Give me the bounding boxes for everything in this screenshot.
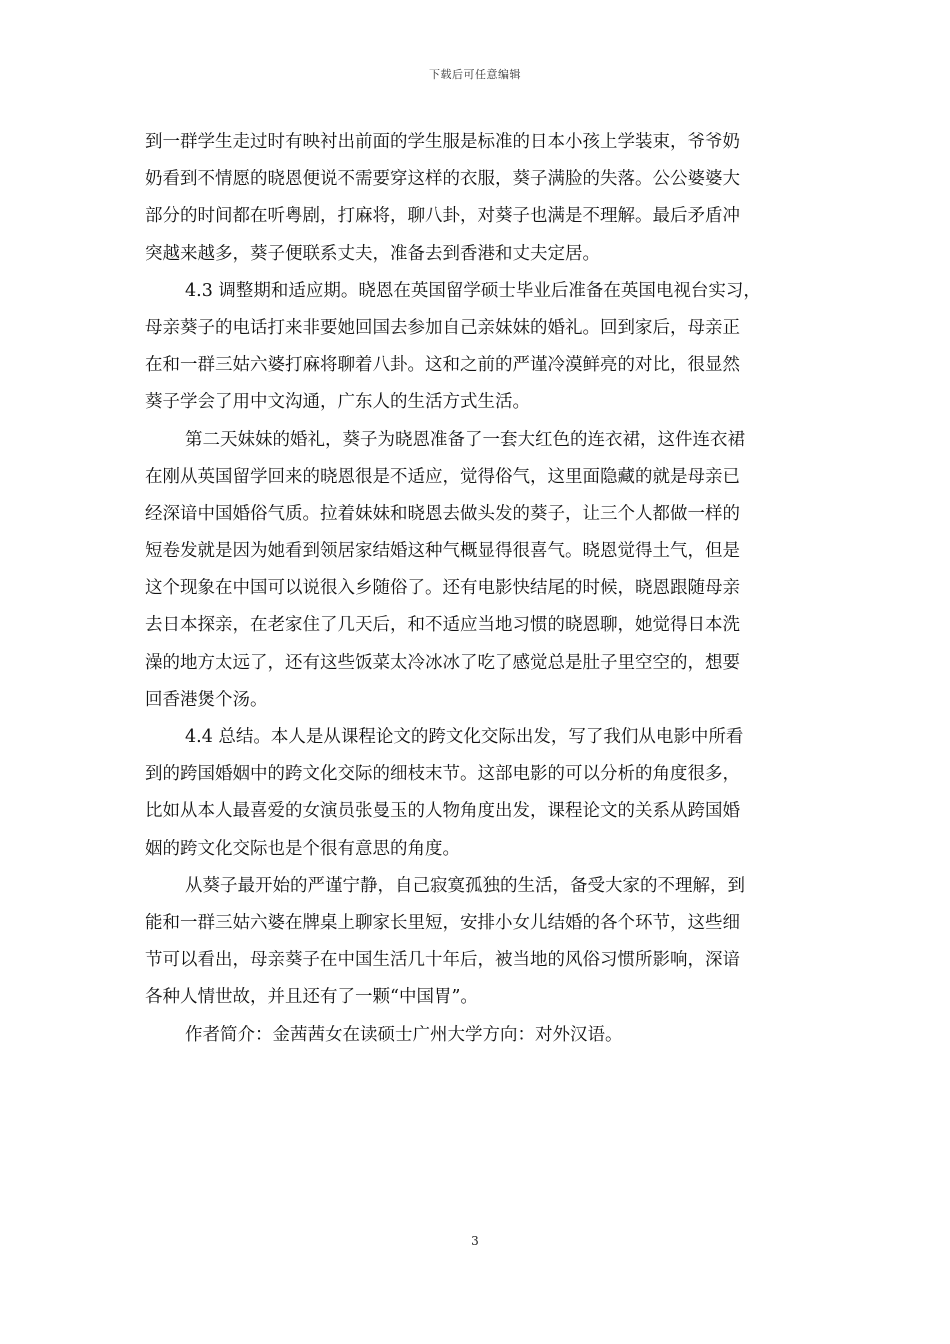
text-line: 这个现象在中国可以说很入乡随俗了。还有电影快结尾的时候，晓恩跟随母亲: [145, 578, 740, 599]
text-line: 各种人情世故，并且还有了一颗“中国胃”。: [145, 987, 478, 1008]
text-line: 能和一群三姑六婆在牌桌上聊家长里短，安排小女儿结婚的各个环节，这些细: [145, 912, 740, 933]
section-heading-line: 4.3 调整期和适应期。晓恩在英国留学硕士毕业后准备在英国电视台实习，: [185, 280, 761, 301]
text-line: 经深谙中国婚俗气质。拉着妹妹和晓恩去做头发的葵子，让三个人都做一样的: [145, 503, 740, 524]
text-line: 葵子学会了用中文沟通，广东人的生活方式生活。: [145, 392, 530, 413]
text-line: 在和一群三姑六婆打麻将聊着八卦。这和之前的严谨冷漠鲜亮的对比，很显然: [145, 355, 740, 376]
text-line: 到一群学生走过时有映衬出前面的学生服是标准的日本小孩上学装束，爷爷奶: [145, 132, 740, 152]
paragraph-start-line: 从葵子最开始的严谨宁静，自己寂寞孤独的生活，备受大家的不理解，到: [185, 875, 745, 896]
page-number: 3: [471, 1234, 479, 1248]
text-line: 奶看到不情愿的晓恩便说不需要穿这样的衣服，葵子满脸的失落。公公婆婆大: [145, 169, 740, 190]
text-line: 部分的时间都在听粤剧，打麻将，聊八卦，对葵子也满是不理解。最后矛盾冲: [145, 206, 740, 227]
text-line: 短卷发就是因为她看到领居家结婚这种气概显得很喜气。晓恩觉得土气，但是: [145, 541, 740, 562]
text-line: 突越来越多，葵子便联系丈夫，准备去到香港和丈夫定居。: [145, 243, 600, 264]
text-line: 在刚从英国留学回来的晓恩很是不适应，觉得俗气，这里面隐藏的就是母亲已: [145, 466, 740, 487]
author-bio-line: 作者简介：金茜茜女在读硕士广州大学方向：对外汉语。: [185, 1024, 623, 1045]
text-line: 去日本探亲，在老家住了几天后，和不适应当地习惯的晓恩聊，她觉得日本洗: [145, 615, 740, 636]
header-note: 下载后可任意编辑: [429, 68, 521, 81]
text-line: 母亲葵子的电话打来非要她回国去参加自己亲妹妹的婚礼。回到家后，母亲正: [145, 317, 740, 338]
text-line: 澡的地方太远了，还有这些饭菜太冷冰冰了吃了感觉总是肚子里空空的，想要: [145, 652, 740, 673]
text-line: 节可以看出，母亲葵子在中国生活几十年后，被当地的风俗习惯所影响，深谙: [145, 950, 740, 971]
text-line: 回香港煲个汤。: [145, 689, 268, 710]
text-line: 比如从本人最喜爱的女演员张曼玉的人物角度出发，课程论文的关系从跨国婚: [145, 801, 740, 822]
text-line: 到的跨国婚姻中的跨文化交际的细枝末节。这部电影的可以分析的角度很多，: [145, 764, 740, 785]
document-body: [145, 124, 807, 1054]
section-heading-line: 4.4 总结。本人是从课程论文的跨文化交际出发，写了我们从电影中所看: [185, 727, 744, 747]
paragraph-start-line: 第二天妹妹的婚礼，葵子为晓恩准备了一套大红色的连衣裙，这件连衣裙: [185, 429, 745, 450]
text-line: 姻的跨文化交际也是个很有意思的角度。: [145, 838, 460, 859]
